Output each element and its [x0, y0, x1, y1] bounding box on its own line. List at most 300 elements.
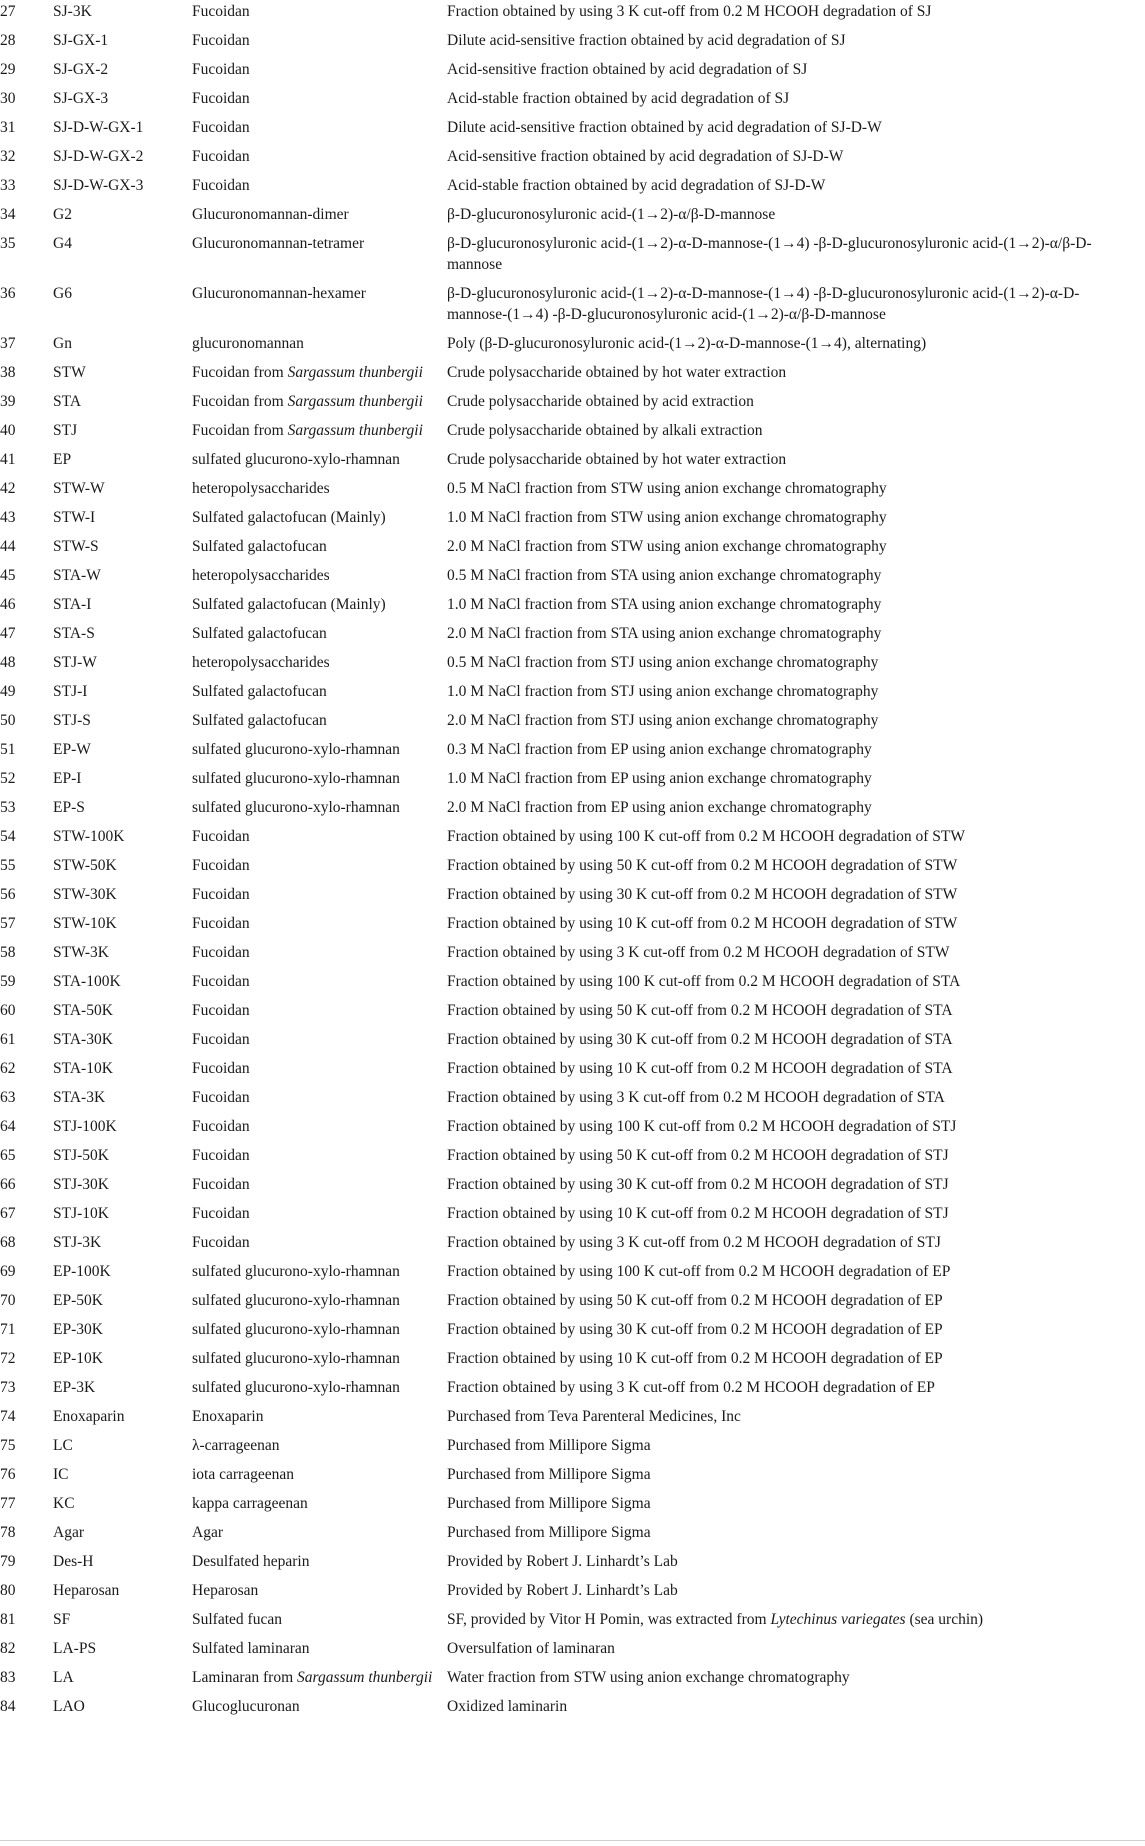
table-row: [0, 1347, 1145, 1376]
sample-code: STW-10K: [53, 915, 117, 932]
description: Fraction obtained by using 100 K cut-off from 0.2 M HCOOH degradation of STA: [447, 973, 961, 990]
row-number-cell: [0, 1405, 53, 1434]
description: 1.0 M NaCl fraction from STW using anion exchange chromatography: [447, 509, 887, 526]
sample-code-cell: [53, 825, 192, 854]
sample-code: LAO: [53, 1698, 85, 1715]
sample-code: STW-30K: [53, 886, 117, 903]
description-cell: [447, 1405, 1145, 1434]
sample-code: STA-S: [53, 625, 95, 642]
description: Fraction obtained by using 30 K cut-off from 0.2 M HCOOH degradation of EP: [447, 1321, 943, 1338]
row-number: 80: [0, 1582, 16, 1599]
row-number-cell: [0, 1463, 53, 1492]
sample-code: IC: [53, 1466, 69, 1483]
description: 2.0 M NaCl fraction from STW using anion exchange chromatography: [447, 538, 887, 555]
description: Fraction obtained by using 100 K cut-off from 0.2 M HCOOH degradation of STJ: [447, 1118, 957, 1135]
row-number-cell: [0, 232, 53, 282]
description-suffix: (sea urchin): [905, 1611, 984, 1628]
sample-code-cell: [53, 1405, 192, 1434]
polysaccharide-type: Sulfated galactofucan: [192, 712, 327, 729]
sample-code: STA-W: [53, 567, 101, 584]
sample-code-cell: [53, 477, 192, 506]
sample-code: STA: [53, 393, 82, 410]
description: 0.5 M NaCl fraction from STW using anion exchange chromatography: [447, 480, 887, 497]
row-number-cell: [0, 419, 53, 448]
table-row: [0, 854, 1145, 883]
sample-code-cell: [53, 622, 192, 651]
row-number: 29: [0, 61, 16, 78]
row-number-cell: [0, 854, 53, 883]
table-row: [0, 1318, 1145, 1347]
description-cell: [447, 1492, 1145, 1521]
sample-code-cell: [53, 970, 192, 999]
row-number-cell: [0, 58, 53, 87]
polysaccharide-type-cell: [192, 709, 447, 738]
polysaccharide-type: Desulfated heparin: [192, 1553, 310, 1570]
row-number-cell: [0, 1666, 53, 1695]
row-number-cell: [0, 1579, 53, 1608]
row-number: 46: [0, 596, 16, 613]
row-number-cell: [0, 1144, 53, 1173]
row-number: 63: [0, 1089, 16, 1106]
description: Oversulfation of laminaran: [447, 1640, 615, 1657]
row-number-cell: [0, 282, 53, 332]
description: Crude polysaccharide obtained by hot water extraction: [447, 451, 787, 468]
table-row: [0, 0, 1145, 29]
sample-code-cell: [53, 506, 192, 535]
description-cell: [447, 1695, 1145, 1724]
row-number-cell: [0, 883, 53, 912]
table-row: [0, 1173, 1145, 1202]
sample-code: SJ-GX-2: [53, 61, 109, 78]
description-cell: [447, 1666, 1145, 1695]
sample-code: EP-100K: [53, 1263, 111, 1280]
row-number-cell: [0, 506, 53, 535]
polysaccharide-type-cell: [192, 87, 447, 116]
polysaccharide-type: Glucuronomannan-tetramer: [192, 235, 365, 252]
description: Crude polysaccharide obtained by alkali extraction: [447, 422, 763, 439]
description: Purchased from Millipore Sigma: [447, 1495, 651, 1512]
description-cell: [447, 1173, 1145, 1202]
row-number: 53: [0, 799, 16, 816]
description-cell: [447, 738, 1145, 767]
polysaccharide-type: Fucoidan: [192, 177, 250, 194]
sample-code-cell: [53, 1492, 192, 1521]
sample-code-cell: [53, 332, 192, 361]
table-row: [0, 390, 1145, 419]
row-number: 61: [0, 1031, 16, 1048]
polysaccharide-type-cell: [192, 29, 447, 58]
description: Fraction obtained by using 3 K cut-off from 0.2 M HCOOH degradation of STA: [447, 1089, 945, 1106]
polysaccharide-type: Sulfated galactofucan: [192, 625, 327, 642]
sample-code-cell: [53, 29, 192, 58]
sample-code: STA-30K: [53, 1031, 113, 1048]
description: Fraction obtained by using 50 K cut-off from 0.2 M HCOOH degradation of STA: [447, 1002, 953, 1019]
row-number: 73: [0, 1379, 16, 1396]
row-number-cell: [0, 390, 53, 419]
table-row: [0, 796, 1145, 825]
polysaccharide-type: glucuronomannan: [192, 335, 304, 352]
polysaccharide-type: sulfated glucurono-xylo-rhamnan: [192, 799, 400, 816]
polysaccharide-type: Fucoidan: [192, 1147, 250, 1164]
row-number: 68: [0, 1234, 16, 1251]
sample-code-cell: [53, 390, 192, 419]
row-number: 83: [0, 1669, 16, 1686]
description: Dilute acid-sensitive fraction obtained by acid degradation of SJ-D-W: [447, 119, 882, 136]
description: Fraction obtained by using 10 K cut-off from 0.2 M HCOOH degradation of STA: [447, 1060, 953, 1077]
row-number-cell: [0, 680, 53, 709]
polysaccharide-type-cell: [192, 1260, 447, 1289]
table-row: [0, 738, 1145, 767]
row-number: 50: [0, 712, 16, 729]
row-number-cell: [0, 0, 53, 29]
sample-code: STJ-50K: [53, 1147, 109, 1164]
sample-code-cell: [53, 1637, 192, 1666]
sample-code: EP-S: [53, 799, 85, 816]
row-number-cell: [0, 1347, 53, 1376]
description-cell: [447, 332, 1145, 361]
polysaccharide-type-cell: [192, 738, 447, 767]
row-number-cell: [0, 1376, 53, 1405]
row-number-cell: [0, 564, 53, 593]
row-number-cell: [0, 1057, 53, 1086]
sample-code: STW-3K: [53, 944, 109, 961]
table-row: [0, 1521, 1145, 1550]
polysaccharide-type: heteropolysaccharides: [192, 480, 330, 497]
polysaccharide-type-cell: [192, 419, 447, 448]
description: Purchased from Millipore Sigma: [447, 1524, 651, 1541]
table-row: [0, 1463, 1145, 1492]
description-cell: [447, 232, 1145, 282]
polysaccharide-type: Heparosan: [192, 1582, 259, 1599]
sample-code-cell: [53, 174, 192, 203]
table-row: [0, 999, 1145, 1028]
polysaccharide-type-cell: [192, 1463, 447, 1492]
polysaccharide-type: iota carrageenan: [192, 1466, 294, 1483]
description: Provided by Robert J. Linhardt’s Lab: [447, 1582, 678, 1599]
species-name: Sargassum thunbergii: [297, 1669, 433, 1686]
sample-code: SF: [53, 1611, 71, 1628]
row-number-cell: [0, 622, 53, 651]
sample-code: STW: [53, 364, 86, 381]
description: Fraction obtained by using 100 K cut-off from 0.2 M HCOOH degradation of STW: [447, 828, 966, 845]
table-row: [0, 1289, 1145, 1318]
row-number-cell: [0, 145, 53, 174]
description-cell: [447, 1550, 1145, 1579]
row-number-cell: [0, 999, 53, 1028]
table-row: [0, 883, 1145, 912]
sample-code: SJ-D-W-GX-1: [53, 119, 144, 136]
sample-code-cell: [53, 680, 192, 709]
row-number-cell: [0, 1695, 53, 1724]
description: Fraction obtained by using 10 K cut-off from 0.2 M HCOOH degradation of STJ: [447, 1205, 949, 1222]
description-cell: [447, 1637, 1145, 1666]
table-row: [0, 767, 1145, 796]
sample-code: SJ-GX-3: [53, 90, 109, 107]
sample-code: EP-30K: [53, 1321, 103, 1338]
polysaccharide-type: Sulfated galactofucan (Mainly): [192, 509, 386, 526]
description-cell: [447, 29, 1145, 58]
polysaccharide-type: Glucuronomannan-hexamer: [192, 285, 366, 302]
sample-code: STA-I: [53, 596, 92, 613]
row-number-cell: [0, 1521, 53, 1550]
polysaccharide-type-cell: [192, 1637, 447, 1666]
description: 0.5 M NaCl fraction from STA using anion exchange chromatography: [447, 567, 882, 584]
sample-code: STJ-30K: [53, 1176, 109, 1193]
row-number-cell: [0, 29, 53, 58]
sample-code: SJ-3K: [53, 3, 92, 20]
polysaccharide-type: sulfated glucurono-xylo-rhamnan: [192, 1263, 400, 1280]
sample-code: STJ-10K: [53, 1205, 109, 1222]
row-number: 59: [0, 973, 16, 990]
polysaccharide-type-cell: [192, 941, 447, 970]
polysaccharide-type: Sulfated laminaran: [192, 1640, 310, 1657]
sample-code: EP-W: [53, 741, 91, 758]
sample-code-cell: [53, 1173, 192, 1202]
row-number-cell: [0, 361, 53, 390]
table-row: [0, 593, 1145, 622]
description: Provided by Robert J. Linhardt’s Lab: [447, 1553, 678, 1570]
row-number-cell: [0, 448, 53, 477]
table-row: [0, 1260, 1145, 1289]
polysaccharide-type: Fucoidan: [192, 3, 250, 20]
polysaccharide-type-cell: [192, 1376, 447, 1405]
description-cell: [447, 622, 1145, 651]
polysaccharide-type-cell: [192, 58, 447, 87]
table-row: [0, 1579, 1145, 1608]
polysaccharide-type-cell: [192, 1521, 447, 1550]
sample-code-cell: [53, 709, 192, 738]
polysaccharide-type: Fucoidan: [192, 148, 250, 165]
table-bottom-rule: [0, 1840, 1145, 1841]
row-number: 60: [0, 1002, 16, 1019]
description-cell: [447, 390, 1145, 419]
description-cell: [447, 854, 1145, 883]
row-number: 66: [0, 1176, 16, 1193]
polysaccharide-type-cell: [192, 1202, 447, 1231]
sample-code-cell: [53, 1347, 192, 1376]
row-number: 41: [0, 451, 16, 468]
polysaccharide-type-cell: [192, 680, 447, 709]
polysaccharide-type: Fucoidan from: [192, 364, 288, 381]
polysaccharide-type-cell: [192, 1695, 447, 1724]
polysaccharide-type: sulfated glucurono-xylo-rhamnan: [192, 1321, 400, 1338]
polysaccharide-type: Fucoidan: [192, 61, 250, 78]
sample-code: STW-50K: [53, 857, 117, 874]
polysaccharide-type-cell: [192, 1666, 447, 1695]
polysaccharide-type: λ-carrageenan: [192, 1437, 280, 1454]
sample-code-cell: [53, 116, 192, 145]
sample-code: STA-3K: [53, 1089, 106, 1106]
sample-code: LC: [53, 1437, 73, 1454]
sample-code-cell: [53, 361, 192, 390]
polysaccharide-type-cell: [192, 622, 447, 651]
sample-code-cell: [53, 999, 192, 1028]
description-cell: [447, 1318, 1145, 1347]
table-row: [0, 361, 1145, 390]
sample-code: EP-3K: [53, 1379, 96, 1396]
sample-code-cell: [53, 564, 192, 593]
polysaccharide-type: Fucoidan: [192, 944, 250, 961]
polysaccharide-type: Fucoidan: [192, 1002, 250, 1019]
row-number-cell: [0, 1318, 53, 1347]
species-name: Sargassum thunbergii: [287, 393, 423, 410]
description-cell: [447, 58, 1145, 87]
sample-code: STJ: [53, 422, 78, 439]
description: 1.0 M NaCl fraction from EP using anion exchange chromatography: [447, 770, 872, 787]
sample-code: SJ-D-W-GX-2: [53, 148, 144, 165]
polysaccharide-type: sulfated glucurono-xylo-rhamnan: [192, 770, 400, 787]
row-number-cell: [0, 203, 53, 232]
row-number: 69: [0, 1263, 16, 1280]
description: Water fraction from STW using anion exchange chromatography: [447, 1669, 850, 1686]
polysaccharide-type: Fucoidan: [192, 32, 250, 49]
polysaccharide-type-cell: [192, 651, 447, 680]
sample-code-cell: [53, 232, 192, 282]
row-number-cell: [0, 1434, 53, 1463]
polysaccharide-type-cell: [192, 332, 447, 361]
polysaccharide-type-cell: [192, 448, 447, 477]
sample-code: LA-PS: [53, 1640, 97, 1657]
row-number: 45: [0, 567, 16, 584]
table-row: [0, 29, 1145, 58]
sample-code: EP-10K: [53, 1350, 103, 1367]
row-number-cell: [0, 1028, 53, 1057]
row-number: 40: [0, 422, 16, 439]
polysaccharide-type-cell: [192, 1057, 447, 1086]
table-row: [0, 1550, 1145, 1579]
sample-code: STW-I: [53, 509, 96, 526]
polysaccharide-type-cell: [192, 0, 447, 29]
polysaccharide-type: Sulfated galactofucan: [192, 538, 327, 555]
polysaccharide-type: Fucoidan: [192, 1234, 250, 1251]
description-cell: [447, 1231, 1145, 1260]
table-row: [0, 1637, 1145, 1666]
sample-code-cell: [53, 0, 192, 29]
description-cell: [447, 448, 1145, 477]
row-number-cell: [0, 796, 53, 825]
polysaccharide-type-cell: [192, 390, 447, 419]
sample-code-cell: [53, 448, 192, 477]
sample-code: EP: [53, 451, 72, 468]
table-row: [0, 1376, 1145, 1405]
polysaccharide-type-cell: [192, 564, 447, 593]
polysaccharide-type-cell: [192, 1405, 447, 1434]
polysaccharide-type: Fucoidan: [192, 857, 250, 874]
description-cell: [447, 361, 1145, 390]
description: Fraction obtained by using 3 K cut-off from 0.2 M HCOOH degradation of EP: [447, 1379, 935, 1396]
polysaccharide-type-cell: [192, 912, 447, 941]
table-row: [0, 651, 1145, 680]
sample-code-cell: [53, 1434, 192, 1463]
description-cell: [447, 174, 1145, 203]
table-row: [0, 941, 1145, 970]
sample-code-cell: [53, 58, 192, 87]
sample-code: STJ-I: [53, 683, 88, 700]
sample-code-cell: [53, 419, 192, 448]
polysaccharide-type: Sulfated fucan: [192, 1611, 282, 1628]
description: Dilute acid-sensitive fraction obtained by acid degradation of SJ: [447, 32, 846, 49]
description: Crude polysaccharide obtained by hot water extraction: [447, 364, 787, 381]
sample-code: KC: [53, 1495, 75, 1512]
row-number-cell: [0, 912, 53, 941]
description: Fraction obtained by using 30 K cut-off from 0.2 M HCOOH degradation of STJ: [447, 1176, 949, 1193]
sample-code: SJ-D-W-GX-3: [53, 177, 144, 194]
sample-code-cell: [53, 1376, 192, 1405]
description: β-D-glucuronosyluronic acid-(1→2)-α/β-D-mannose: [447, 206, 776, 223]
description: 2.0 M NaCl fraction from EP using anion exchange chromatography: [447, 799, 872, 816]
row-number: 27: [0, 3, 16, 20]
sample-code-cell: [53, 941, 192, 970]
row-number-cell: [0, 1637, 53, 1666]
description: Fraction obtained by using 3 K cut-off from 0.2 M HCOOH degradation of STW: [447, 944, 950, 961]
polysaccharide-type-cell: [192, 1318, 447, 1347]
description: Acid-stable fraction obtained by acid degradation of SJ-D-W: [447, 177, 826, 194]
sample-code-cell: [53, 1144, 192, 1173]
description-cell: [447, 767, 1145, 796]
row-number: 35: [0, 235, 16, 252]
table-row: [0, 1492, 1145, 1521]
row-number-cell: [0, 1492, 53, 1521]
polysaccharide-type-cell: [192, 767, 447, 796]
row-number-cell: [0, 593, 53, 622]
row-number: 65: [0, 1147, 16, 1164]
polysaccharide-type: Fucoidan: [192, 1089, 250, 1106]
row-number: 55: [0, 857, 16, 874]
description-cell: [447, 0, 1145, 29]
row-number-cell: [0, 941, 53, 970]
polysaccharide-type-cell: [192, 883, 447, 912]
sample-code: SJ-GX-1: [53, 32, 109, 49]
species-name: Sargassum thunbergii: [287, 422, 423, 439]
description: Oxidized laminarin: [447, 1698, 568, 1715]
description: Purchased from Millipore Sigma: [447, 1466, 651, 1483]
row-number: 30: [0, 90, 16, 107]
row-number: 74: [0, 1408, 16, 1425]
polysaccharide-type-cell: [192, 1434, 447, 1463]
polysaccharide-type: sulfated glucurono-xylo-rhamnan: [192, 451, 400, 468]
row-number: 32: [0, 148, 16, 165]
description-cell: [447, 1202, 1145, 1231]
description-cell: [447, 593, 1145, 622]
polysaccharide-type: Fucoidan: [192, 886, 250, 903]
row-number-cell: [0, 1231, 53, 1260]
description-cell: [447, 796, 1145, 825]
table-row: [0, 970, 1145, 999]
sample-code-cell: [53, 854, 192, 883]
sample-code: Enoxaparin: [53, 1408, 125, 1425]
description: Fraction obtained by using 30 K cut-off from 0.2 M HCOOH degradation of STW: [447, 886, 958, 903]
sample-code-cell: [53, 1608, 192, 1637]
description: Fraction obtained by using 50 K cut-off from 0.2 M HCOOH degradation of STW: [447, 857, 958, 874]
row-number-cell: [0, 174, 53, 203]
polysaccharide-type-cell: [192, 174, 447, 203]
description-cell: [447, 116, 1145, 145]
row-number: 67: [0, 1205, 16, 1222]
polysaccharide-type: sulfated glucurono-xylo-rhamnan: [192, 1350, 400, 1367]
polysaccharide-type-cell: [192, 506, 447, 535]
polysaccharide-type-cell: [192, 1144, 447, 1173]
row-number: 52: [0, 770, 16, 787]
description: β-D-glucuronosyluronic acid-(1→2)-α-D-mannose-(1→4) -β-D-glucuronosyluronic acid-(1→2)-α-D-mannose-(1→4) -β-D-glucuronosyluronic acid-(1→2)-α/β-D-mannose: [447, 285, 1080, 323]
description-cell: [447, 1115, 1145, 1144]
sample-code-cell: [53, 651, 192, 680]
row-number: 54: [0, 828, 16, 845]
description: Crude polysaccharide obtained by acid extraction: [447, 393, 754, 410]
description-cell: [447, 883, 1145, 912]
sample-code-cell: [53, 203, 192, 232]
table-row: [0, 448, 1145, 477]
polysaccharide-type: Laminaran from: [192, 1669, 298, 1686]
